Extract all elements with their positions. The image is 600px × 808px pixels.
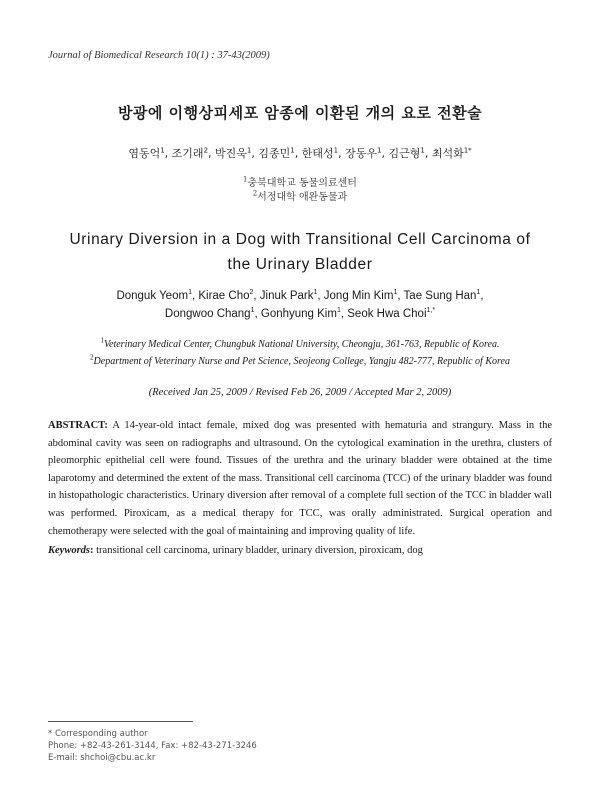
- english-author: Donguk Yeom$^1$: [116, 289, 192, 302]
- korean-affiliation: $^1$충북대학교 동물의료센터: [243, 175, 357, 189]
- contact-email: E-mail: shchoi@cbu.ac.kr: [48, 753, 156, 763]
- english-author: Tae Sung Han$^1$: [403, 289, 481, 302]
- corresponding-author-footnote: [48, 728, 257, 764]
- english-title-line: Urinary Diversion in a Dog with Transitional Cell Carcinoma of: [69, 231, 531, 248]
- english-author: Kirae Cho$^2$: [198, 289, 254, 302]
- korean-affiliation: $^2$서정대학 애완동물과: [252, 189, 348, 203]
- english-author: Jinuk Park$^1$: [259, 289, 318, 302]
- english-title-line: the Urinary Bladder: [227, 256, 373, 273]
- korean-author: 김근형$^1$: [388, 146, 425, 160]
- abstract-text: A 14-year-old intact female, mixed dog was presented with hematuria and strangury. Mass in the abdominal cavity was seen on radiographs and ultrasound. On the cytological examination in the urethra, clusters of pleomorphic epithelial cell were found. Tissues of the urethra and the urinary bladder were obtained at the time laparotomy and determined the extent of the mass. Transitional cell carcinoma (TCC) of the urinary bladder was found in histopathologic characteristics. Urinary diversion after removal of a complete full section of the TCC in bladder wall was performed. Piroxicam, as a medical therapy for TCC, was orally administrated. Surgical operation and chemotherapy were selected with the goal of maintaining and improving quality of life.: [48, 420, 552, 537]
- abstract: [48, 417, 552, 540]
- korean-author: 김종민$^1$: [258, 146, 295, 160]
- footnote-divider: [48, 721, 193, 722]
- received-dates: (Received Jan 25, 2009 / Revised Feb 26, 2009 / Accepted Mar 2, 2009): [148, 387, 452, 398]
- english-authors-line: Donguk Yeom$^1$, Kirae Cho$^2$, Jinuk Park$^1$, Jong Min Kim$^1$, Tae Sung Han$^1$,: [116, 289, 484, 302]
- keywords-label: Keywords: [48, 545, 90, 556]
- contact-phone-fax: Phone: +82-43-261-3144, Fax: +82-43-271-3246: [48, 741, 257, 751]
- korean-author: 염동억$^1$: [128, 146, 165, 160]
- journal-header: Journal of Biomedical Research 10(1) : 37-43(2009): [48, 50, 270, 61]
- english-affiliation: $^1$Veterinary Medical Center, Chungbuk National University, Cheongju, 361-763, Republic of Korea.: [100, 336, 500, 350]
- korean-affiliations: [0, 177, 600, 205]
- english-authors: [0, 287, 600, 323]
- keywords-text: transitional cell carcinoma, urinary bladder, urinary diversion, piroxicam, dog: [96, 545, 423, 556]
- korean-author: 한태성$^1$: [301, 146, 339, 160]
- keywords: Keywords: transitional cell carcinoma, urinary bladder, urinary diversion, piroxicam, dog: [48, 545, 423, 556]
- english-author: Jong Min Kim$^1$: [323, 289, 398, 302]
- english-author: Gonhyung Kim$^1$: [260, 307, 341, 320]
- corresponding-author-label: * Corresponding author: [48, 729, 148, 739]
- korean-author: 조기래$^2$: [171, 146, 209, 160]
- korean-author: 장동우$^1$: [345, 146, 382, 160]
- korean-author: 박진욱$^1$: [215, 146, 252, 160]
- korean-authors: 염동억$^1$, 조기래$^2$, 박진욱$^1$, 김종민$^1$, 한태성$^1$, 장동우$^1$, 김근형$^1$, 최석화$^{1*}$: [128, 146, 472, 160]
- korean-title: 방광에 이행상피세포 암종에 이환된 개의 요로 전환술: [117, 104, 483, 122]
- english-title: [0, 227, 600, 277]
- english-affiliation: $^2$Department of Veterinary Nurse and Pet Science, Seojeong College, Yangju 482-777, Republic of Korea: [90, 353, 510, 367]
- english-author: Dongwoo Chang$^1$: [164, 307, 255, 320]
- korean-author: 최석화$^{1*}$: [431, 146, 472, 160]
- english-authors-line: Dongwoo Chang$^1$, Gonhyung Kim$^1$, Seok Hwa Choi$^{1,*}$: [164, 307, 436, 320]
- english-author: Seok Hwa Choi$^{1,*}$: [347, 307, 436, 320]
- english-affiliations: [46, 336, 554, 370]
- abstract-label: ABSTRACT:: [48, 420, 108, 431]
